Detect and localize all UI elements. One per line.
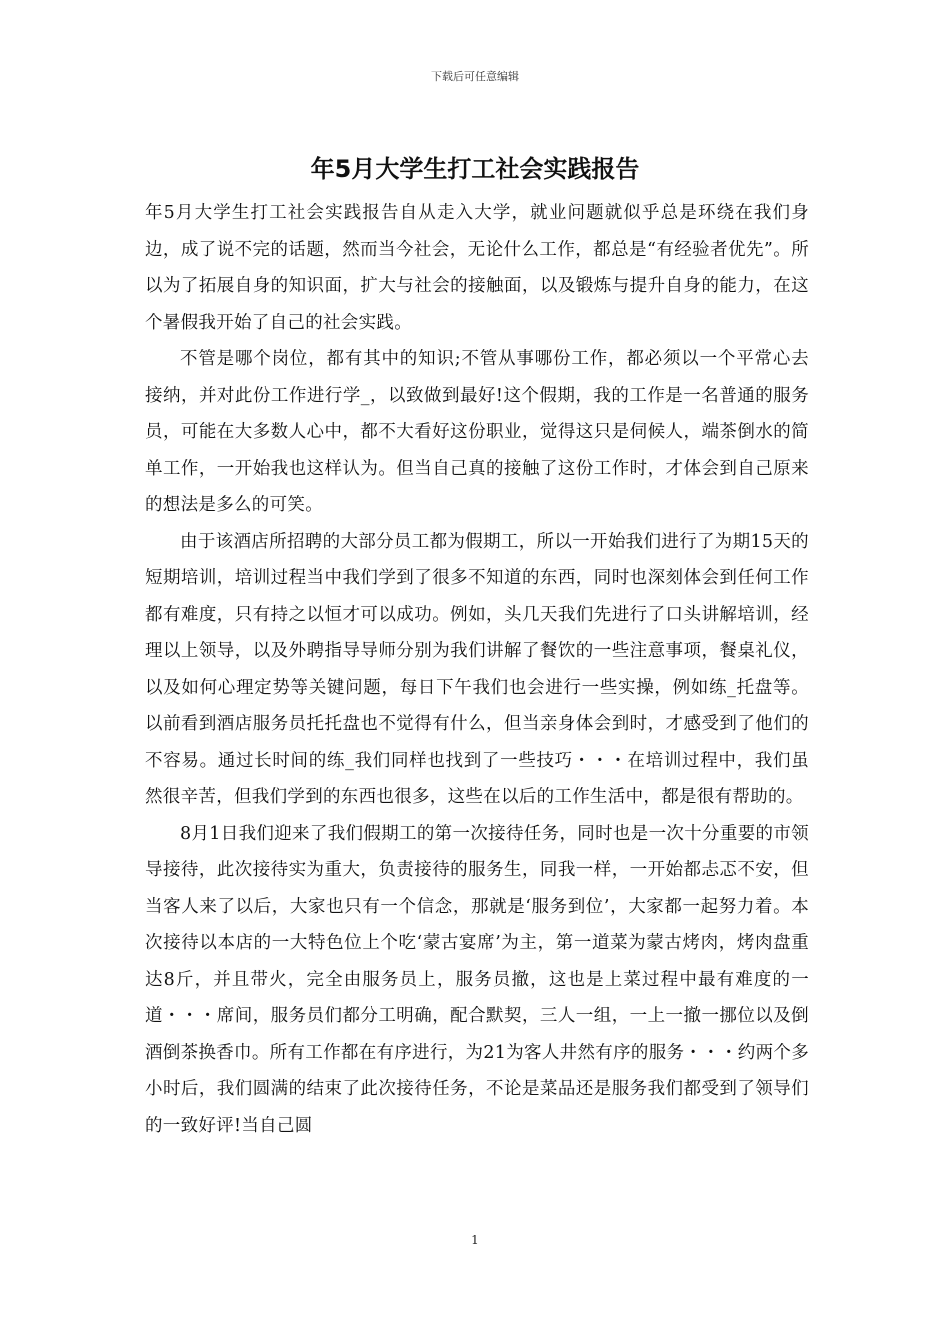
- paragraph-reception: 8月1日我们迎来了我们假期工的第一次接待任务，同时也是一次十分重要的市领导接待，此次接待实为重大，负责接待的服务生，同我一样，一开始都忐忑不安，但当客人来了以后，大家也只有一个信念，那就是‘服务到位’，大家都一起努力着。本次接待以本店的一大特色位上个吃‘蒙古宴席’为主，第一道菜为蒙古烤肉，烤肉盘重达8斤，并且带火，完全由服务员上，服务员撤，这也是上菜过程中最有难度的一道・・・席间，服务员们都分工明确，配合默契，三人一组，一上一撤一挪位以及倒酒倒茶换香巾。所有工作都在有序进行，为21为客人井然有序的服务・・・约两个多小时后，我们圆满的结束了此次接待任务，不论是菜品还是服务我们都受到了领导们的一致好评!当自己圆: [145, 823, 809, 1136]
- document-body: [145, 195, 809, 1144]
- paragraph-attitude: 不管是哪个岗位，都有其中的知识;不管从事哪份工作，都必须以一个平常心去接纳，并对此份工作进行学_，以致做到最好!这个假期，我的工作是一名普通的服务员，可能在大多数人心中，都不大看好这份职业，觉得这只是伺候人，端茶倒水的简单工作，一开始我也这样认为。但当自己真的接触了这份工作时，才体会到自己原来的想法是多么的可笑。: [145, 349, 809, 515]
- paragraph-training: 由于该酒店所招聘的大部分员工都为假期工，所以一开始我们进行了为期15天的短期培训，培训过程当中我们学到了很多不知道的东西，同时也深刻体会到任何工作都有难度，只有持之以恒才可以成功。例如，头几天我们先进行了口头讲解培训，经理以上领导，以及外聘指导导师分别为我们讲解了餐饮的一些注意事项，餐桌礼仪，以及如何心理定势等关键问题，每日下午我们也会进行一些实操，例如练_托盘等。以前看到酒店服务员托托盘也不觉得有什么，但当亲身体会到时，才感受到了他们的不容易。通过长时间的练_我们同样也找到了一些技巧・・・在培训过程中，我们虽然很辛苦，但我们学到的东西也很多，这些在以后的工作生活中，都是很有帮助的。: [145, 531, 809, 807]
- paragraph-intro: 年5月大学生打工社会实践报告自从走入大学，就业问题就似乎总是环绕在我们身边，成了说不完的话题，然而当今社会，无论什么工作，都总是“有经验者优先”。所以为了拓展自身的知识面，扩大与社会的接触面，以及锻炼与提升自身的能力，在这个暑假我开始了自己的社会实践。: [145, 203, 809, 333]
- document-title: 年5月大学生打工社会实践报告: [310, 155, 640, 183]
- page-number: 1: [471, 1233, 479, 1247]
- header-note: 下载后可任意编辑: [431, 70, 519, 83]
